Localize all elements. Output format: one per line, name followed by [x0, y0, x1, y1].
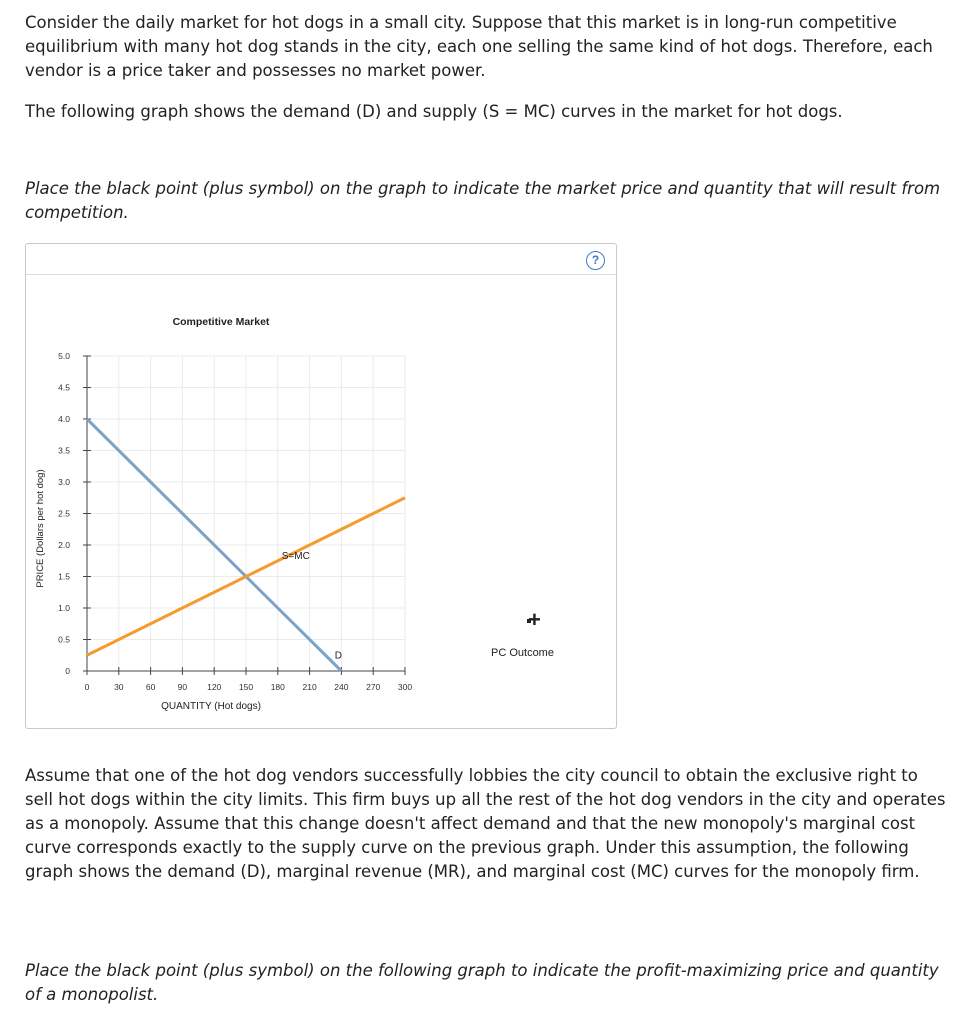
y-tick-label: 2.5: [58, 508, 70, 519]
y-tick-label: 2.0: [58, 540, 70, 550]
x-tick-label: 90: [177, 682, 188, 692]
supply-label: S=MC: [281, 550, 310, 562]
pc-outcome-label: PC Outcome: [491, 647, 554, 659]
y-tick-label: 4.5: [58, 382, 70, 393]
x-tick-label: 240: [334, 682, 349, 692]
y-tick-label: 0.5: [58, 634, 70, 645]
y-tick-label: 3.0: [58, 477, 70, 487]
y-tick-label: 4.0: [58, 414, 70, 424]
instruction-monopoly: Place the black point (plus symbol) on the following graph to indicate the profit-maximizing price and quantity of a monopolist.: [25, 961, 939, 1004]
x-tick-label: 30: [114, 682, 124, 692]
y-tick-label: 1.5: [58, 571, 70, 582]
help-icon[interactable]: ?: [586, 251, 605, 270]
plus-point-tool-icon[interactable]: +: [528, 607, 541, 632]
y-axis-label: PRICE (Dollars per hot dog): [35, 469, 46, 588]
graph-description: The following graph shows the demand (D) and supply (S = MC) curves in the market for hot dogs.: [25, 102, 843, 121]
y-tick-label: 3.5: [58, 445, 70, 456]
y-tick-label: 0: [65, 666, 70, 676]
y-tick-label: 5.0: [58, 351, 70, 361]
graph-panel: [25, 243, 617, 729]
x-tick-label: 120: [207, 682, 222, 692]
chart-title: Competitive Market: [172, 316, 270, 328]
y-tick-label: 1.0: [58, 603, 70, 613]
x-tick-label: 60: [145, 682, 156, 692]
x-tick-label: 0: [84, 682, 90, 692]
x-tick-label: 210: [302, 682, 317, 692]
x-tick-label: 300: [397, 682, 413, 692]
x-tick-label: 180: [270, 682, 285, 692]
intro-paragraph: Consider the daily market for hot dogs in a small city. Suppose that this market is in long-run competitive equilibrium with many hot dog stands in the city, each one selling the same kind of hot dogs. Therefore, each vendor is a price taker and possesses no market power.: [25, 13, 933, 80]
x-tick-label: 150: [238, 682, 254, 692]
demand-label: D: [334, 650, 343, 662]
monopoly-paragraph: Assume that one of the hot dog vendors successfully lobbies the city council to obtain the exclusive right to sell hot dogs within the city limits. This firm buys up all the rest of the hot dog vendors in the city and operates as a monopoly. Assume that this change doesn't affect demand and that the new monopoly's marginal cost curve corresponds exactly to the supply curve on the previous graph. Under this assumption, the following graph shows the demand (D), marginal revenue (MR), and marginal cost (MC) curves for the monopoly firm.: [25, 766, 946, 881]
instruction-competition: Place the black point (plus symbol) on the graph to indicate the market price and quantity that will result from competition.: [25, 179, 941, 222]
x-tick-label: 270: [366, 682, 381, 692]
x-axis-label: QUANTITY (Hot dogs): [161, 701, 261, 712]
